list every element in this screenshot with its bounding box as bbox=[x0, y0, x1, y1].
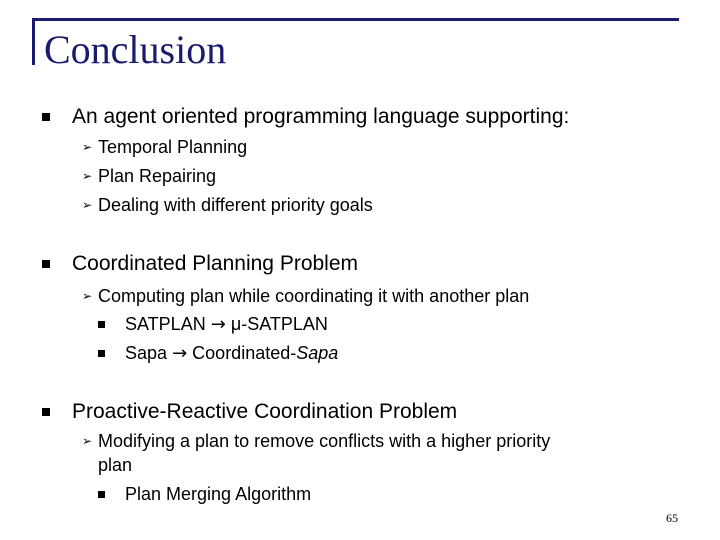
subitem-from: SATPLAN bbox=[125, 314, 206, 334]
arrowhead-bullet-icon: ➢ bbox=[82, 434, 93, 448]
page-number: 65 bbox=[666, 511, 678, 525]
right-arrow-icon: → bbox=[210, 314, 226, 335]
section-3-item-1-line-2: plan bbox=[98, 455, 133, 475]
slide-title: Conclusion bbox=[44, 27, 227, 72]
section-1-item-2: Plan Repairing bbox=[98, 166, 217, 186]
section-1-text: An agent oriented programming language supporting: bbox=[72, 105, 570, 128]
section-2-text: Coordinated Planning Problem bbox=[72, 252, 359, 275]
section-2-item-1: Computing plan while coordinating it with another plan bbox=[98, 286, 530, 306]
subitem-to-prefix: Coordinated- bbox=[192, 343, 297, 363]
bullet-square-icon bbox=[98, 350, 105, 357]
bullet-square-icon bbox=[42, 113, 50, 121]
arrowhead-bullet-icon: ➢ bbox=[82, 198, 93, 212]
section-1-item-1: Temporal Planning bbox=[98, 137, 248, 157]
arrowhead-bullet-icon: ➢ bbox=[82, 140, 93, 154]
section-3-item-1-line-1: Modifying a plan to remove conflicts with a higher priority bbox=[98, 431, 551, 451]
bullet-square-icon bbox=[98, 321, 105, 328]
section-1-item-3: Dealing with different priority goals bbox=[98, 195, 373, 215]
section-2-subitem-1 bbox=[125, 313, 328, 336]
bullet-square-icon bbox=[42, 408, 50, 416]
subitem-to: μ-SATPLAN bbox=[230, 314, 328, 334]
arrowhead-bullet-icon: ➢ bbox=[82, 289, 93, 303]
right-arrow-icon: → bbox=[172, 343, 188, 364]
bullet-square-icon bbox=[42, 260, 50, 268]
subitem-to-emph: Sapa bbox=[296, 343, 339, 363]
section-3-text: Proactive-Reactive Coordination Problem bbox=[72, 400, 458, 423]
arrowhead-bullet-icon: ➢ bbox=[82, 169, 93, 183]
section-3-subitem-1: Plan Merging Algorithm bbox=[125, 484, 312, 504]
section-2-subitem-2 bbox=[125, 342, 338, 365]
subitem-from: Sapa bbox=[125, 343, 168, 363]
bullet-square-icon bbox=[98, 491, 105, 498]
